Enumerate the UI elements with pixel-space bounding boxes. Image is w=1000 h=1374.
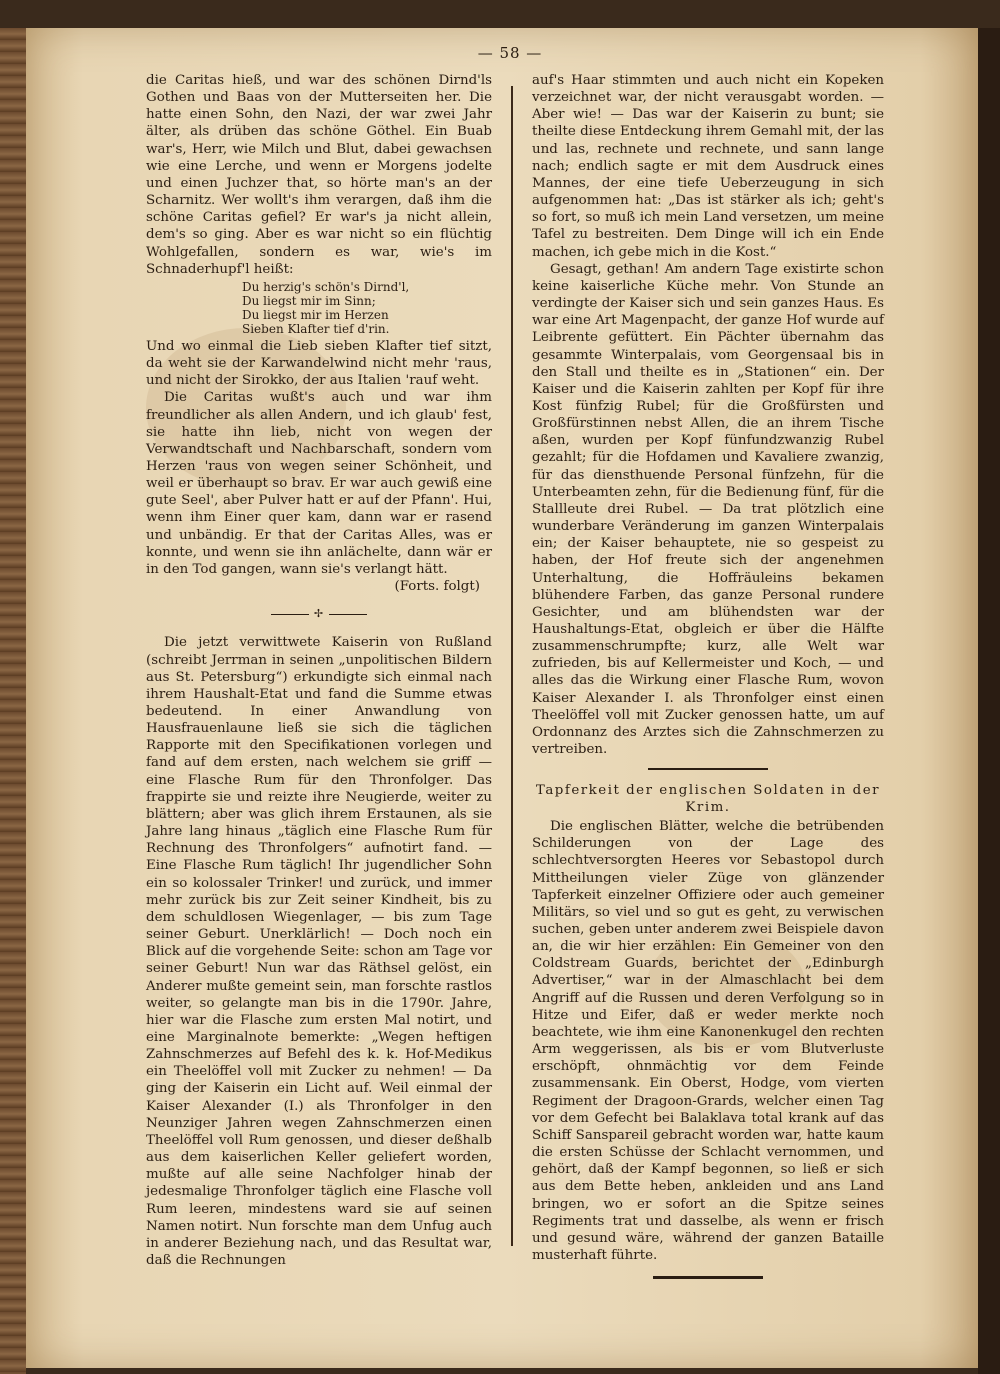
article-paragraph: auf's Haar stimmten und auch nicht ein Kopeken verzeichnet war, der nicht verausgabt worden. — Aber wie! — Das war der Kaiserin zu bunt; sie theilte diese Entdeckung ihrem Gemahl mit, der las und las, rechnete und rechnete, und sann lange nach; endlich sagte er mit dem Ausdruck eines Mannes, der eine tiefe Ueberzeugung in sich aufgenommen hat: „Das ist stärker als ich; geht's so fort, so muß ich mein Land versetzen, um meine Tafel zu bestreiten. Dem Dinge will ich ein Ende machen, ich gebe mich in die Kost.“ (532, 73, 884, 260)
left-column (146, 72, 492, 1269)
section-ornament (146, 605, 492, 622)
facing-page-edge (978, 28, 1000, 1374)
article-paragraph: Die englischen Blätter, welche die betrübenden Schilderungen von der Lage des schlechtversorgten Heeres vor Sebastopol durch Mittheilungen vieler Züge von glänzender Tapferkeit einzelner Offiziere oder auch gemeiner Militärs, so viel und so gut es geht, zu verwischen suchen, geben unter anderem zwei Beispiele davon an, die wir hier erzählen: Ein Gemeiner von den Coldstream Guards, berichtet der „Edinburgh Advertiser,“ war in der Almaschlacht bei dem Angriff auf die Russen und deren Verfolgung so in Hitze und Eifer, daß er weder merkte noch beachtete, wie ihm eine Kanonenkugel den rechten Arm weggerissen, als bis er vom Blutverluste erschöpft, ohnmächtig vor dem Feinde zusammensank. Ein Oberst, Hodge, vom vierten Regiment der Dragoon-Grards, welcher einen Tag vor dem Gefecht bei Balaklava total krank auf das Schiff Sanspareil gebracht worden war, hatte kaum die ersten Schüsse der Schlacht vernommen, und gehört, daß der Kampf begonnen, so ließ er sich aus dem Bette heben, ankleiden und ans Land bringen, wo er sofort an die Spitze seines Regiments trat und dasselbe, als wenn er frisch und gesund wäre, während der ganzen Bataille musterhaft führte. (532, 819, 884, 1263)
right-column (532, 72, 884, 1279)
verse-line: Du liegst mir im Herzen (242, 307, 389, 322)
verse-block (242, 280, 492, 336)
book-binding (0, 28, 26, 1374)
verse-line: Sieben Klafter tief d'rin. (242, 321, 390, 336)
verse-line: Du herzig's schön's Dirnd'l, (242, 279, 410, 294)
article-paragraph: Gesagt, gethan! Am andern Tage existirte schon keine kaiserliche Küche mehr. Von Stunde an verdingte der Kaiser sich und sein ganzes Haus. Es war eine Art Magenpacht, der ganze Hof wurde auf Leibrente gefüttert. Ein Pächter übernahm das gesammte Winterpalais, vom Georgensaal bis in den Stall und theilte es in „Stationen“ ein. Der Kaiser und die Kaiserin zahlten per Kopf für ihre Kost fünfzig Rubel; für die Großfürsten und Großfürstinnen nebst Allen, die an ihrem Tische aßen, wurden per Kopf fünfundzwanzig Rubel gezahlt; für die Hofdamen und Kavaliere zwanzig, für das diensthuende Personal fünfzehn, für die Unterbeamten zehn, für die Bedienung fünf, für die Stallleute drei Rubel. — Da trat plötzlich eine wunderbare Veränderung im ganzen Winterpalais ein; der Kaiser behauptete, nie so gespeist zu haben, der Hof freute sich der angenehmen Unterhaltung, die Hoffräuleins bekamen blühendere Farben, das ganze Personal rundere Gesichter, und am blühendsten war der Haushaltungs-Etat, obgleich er über die Hälfte zusammenschrumpfte; kurz, alle Welt war zufrieden, bis auf Kellermeister und Koch, — und alles das die Wirkung einer Flasche Rum, wovon Kaiser Alexander I. als Thronfolger einst einen Theelöffel voll mit Zucker genossen hatte, um auf Ordonnanz des Arztes sich die Zahnschmerzen zu vertreiben. (532, 261, 884, 758)
story-paragraph: die Caritas hieß, und war des schönen Dirnd'ls Gothen und Baas von der Mutterseiten her. Die hatte einen Sohn, den Nazi, der war zwei Jahr älter, als drüben das schöne Göthel. Ein Buab war's, Herr, wie Milch und Blut, dabei gewachsen wie eine Lerche, und wenn er Morgens jodelte und einen Juchzer that, so hörte man's an der Scharnitz. Wer wollt's ihm verargen, daß ihm die schöne Caritas gefiel? Er war's ja nicht allein, dem's so ging. Aber es war nicht so ein flüchtig Wohlgefallen, sondern es war, wie's im Schnaderhupf'l heißt: (146, 73, 492, 277)
story-paragraph: Die Caritas wußt's auch und war ihm freundlicher als allen Andern, und ich glaub' fest, sie hatte ihn lieb, nicht von wegen der Verwandtschaft und Nachbarschaft, sondern vom Herzen 'raus von wegen seiner Schönheit, und weil er überhaupt so brav. Er war auch gewiß eine gute Seel', aber Pulver hatt er auf der Pfann'. Hui, wenn ihm Einer quer kam, dann war er rasend und unbändig. Er that der Caritas Alles, was er konnte, und wenn sie ihn anlächelte, dann wär er in den Tod gangen, wann sie's verlangt hätt. (146, 390, 492, 577)
story-paragraph: Und wo einmal die Lieb sieben Klafter tief sitzt, da weht sie der Karwandelwind nicht mehr 'raus, und nicht der Sirokko, der aus Italien 'rauf weht. (146, 338, 492, 389)
column-divider (511, 86, 513, 1246)
article-headline: Tapferkeit der englischen Soldaten in der Krim. (535, 782, 881, 815)
ornament-glyph: ✢ (313, 607, 325, 621)
end-rule (653, 1276, 763, 1279)
continued-note: (Forts. folgt) (394, 579, 480, 595)
section-rule (648, 768, 768, 770)
article-paragraph: Die jetzt verwittwete Kaiserin von Rußland (schreibt Jerrman in seinen „unpolitischen Bildern aus St. Petersburg“) erkundigte sich einmal nach ihrem Haushalt-Etat und fand die Summe etwas bedeutend. In einer Anwandlung von Hausfrauenlaune ließ sie sich die täglichen Rapporte mit den Specifikationen vorlegen und fand auf dem ersten, nach welchem sie griff — eine Flasche Rum für den Thronfolger. Das frappirte sie und reizte ihre Neugierde, weiter zu blättern; aber was glich ihrem Erstaunen, als sie Jahre lang hinaus „täglich eine Flasche Rum für Rechnung des Thronfolgers“ aufnotirt fand. — Eine Flasche Rum täglich! Ihr jugendlicher Sohn ein so kolossaler Trinker! und zurück, und immer mehr zurück bis zur Zeit seiner Kindheit, bis zu dem schuldlosen Wiegenlager, — bis zum Tage seiner Geburt. Unerklärlich! — Doch noch ein Blick auf die vorgehende Seite: schon am Tage vor seiner Geburt! Nun war das Räthsel gelöst, ein Anderer mußte gemeint sein, man forschte rastlos weiter, so gelangte man bis in die 1790r. Jahre, hier war die Flasche zum ersten Mal notirt, und eine Marginalnote bemerkte: „Wegen heftigen Zahnschmerzes auf Befehl des k. k. Hof-Medikus ein Theelöffel voll mit Zucker zu nehmen! — Da ging der Kaiserin ein Licht auf. Weil einmal der Kaiser Alexander (I.) als Thronfolger in den Neunziger Jahren wegen Zahnschmerzen einen Theelöffel voll Rum genossen, und dieser deßhalb aus dem kaiserlichen Keller geliefert worden, mußte auf alle seine Nachfolger hinab der jedesmalige Thronfolger täglich eine Flasche voll Rum leeren, mindestens ward sie auf seinen Namen notirt. Nun forschte man dem Unfug auch in anderer Beziehung nach, und das Resultat war, daß die Rechnungen (146, 635, 492, 1268)
page-number: — 58 — (477, 44, 543, 62)
verse-line: Du liegst mir im Sinn; (242, 293, 376, 308)
